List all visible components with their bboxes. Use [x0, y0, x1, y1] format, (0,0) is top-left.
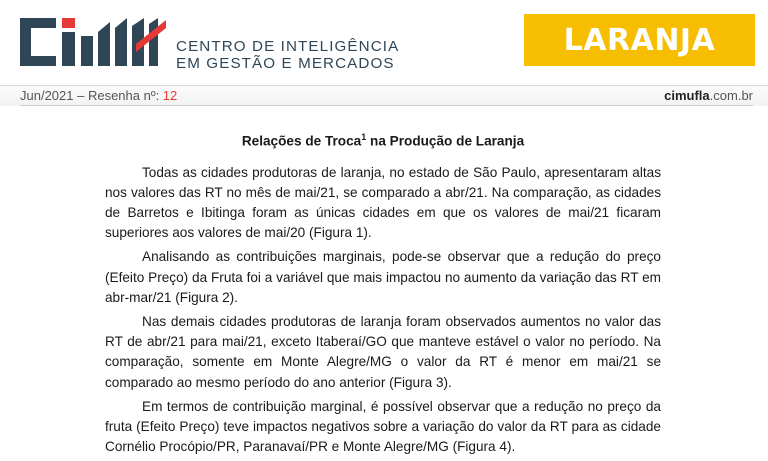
paragraph: Nas demais cidades produtoras de laranja foram observados aumentos no valor das RT de abr/21 para mai/21, exceto Itaberaí/GO que manteve estável o valor no período. Na comparação, somente em Monte Alegre/MG o valor da RT é menor em mai/21 se comparado ao mesmo período do ano anterior (Figura 3). — [105, 313, 661, 390]
center-name-line2: EM GESTÃO E MERCADOS — [176, 55, 395, 72]
edition-info — [20, 88, 177, 103]
paragraph: Analisando as contribuições marginais, pode-se observar que a redução do preço (Efeito Preço) da Fruta foi a variável que mais impactou no aumento da variação das RT em abr-mar/21 (Figura 2). — [105, 249, 661, 305]
site-domain: .com.br — [709, 88, 753, 103]
product-badge — [524, 14, 755, 66]
paragraph: Todas as cidades produtoras de laranja, no estado de São Paulo, apresentaram altas nos valores das RT no mês de mai/21, se comparado a abr/21. Na comparação, as cidades de Barretos e Ibitinga foram as únicas cidades em que os valores de mai/21 ficaram superiores aos valores de mai/20 (Figura 1). — [105, 164, 661, 241]
center-name-line1: CENTRO DE INTELIGÊNCIA — [176, 38, 400, 55]
cim-logo-icon — [18, 14, 168, 70]
document-title — [105, 132, 661, 149]
title-footnote-mark: 1 — [361, 132, 367, 142]
paragraph: Em termos de contribuição marginal, é possível observar que a redução no preço da fruta (Efeito Preço) teve impactos negativos sobre a variação do valor da RT para as cidade Cornélio Procópio/PR, Paranavaí/PR e Monte Alegre/MG (Figura 4). — [105, 398, 661, 455]
page-header — [0, 0, 768, 86]
edition-bar — [0, 85, 768, 106]
center-name — [176, 38, 399, 72]
edition-prefix: Jun/2021 – Resenha nº: — [20, 88, 163, 103]
title-main: Relações de Troca — [241, 133, 362, 149]
divider — [20, 105, 753, 106]
title-rest: na Produção de Laranja — [366, 133, 525, 149]
site-name: cimufla — [664, 88, 710, 103]
product-badge-label: LARANJA — [563, 22, 716, 58]
edition-number: 12 — [162, 88, 178, 103]
site-link[interactable] — [664, 88, 753, 103]
document-body — [105, 132, 661, 461]
